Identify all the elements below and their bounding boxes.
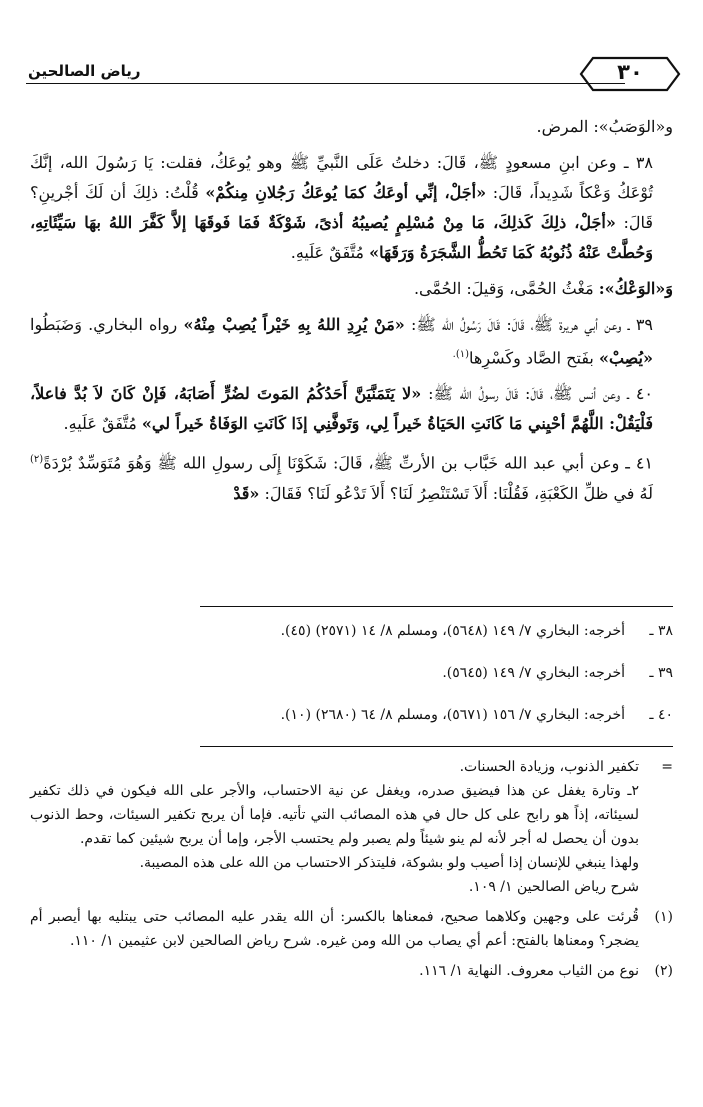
hadith-39: [30, 310, 673, 373]
hadith-39-quote: «مَنْ يُرِدِ اللهُ بِهِ خَيْراً يُصِبْ مِنْهُ»: [183, 315, 405, 334]
takhrij-text: أخرجه: البخاري ٧/ ١٥٦ (٥٦٧١)، ومسلم ٨/ ٦٤ (٢٦٨٠) (١٠).: [280, 707, 625, 723]
note-source: شرح رياض الصالحين ١/ ١٠٩.: [468, 879, 639, 895]
takhrij-item: [30, 658, 673, 688]
hadith-38-ending: مُتَّفَقٌ عَلَيهِ.: [290, 243, 364, 262]
hadith-38-mid: قُلْتُ: ذلِكَ أن لَكَ أجْرينِ؟ قَالَ:: [30, 183, 653, 232]
footnote-2-text: نوع من الثياب معروف. النهاية ١/ ١١٦.: [419, 963, 639, 979]
hadith-41-mid: لَهُ في ظلِّ الكَعْبَةِ، فَقُلْنَا: أَلاَ تَسْتَنْصِرُ لَنَا؟ أَلاَ تَدْعُو لَنَا؟ فَقَالَ:: [264, 483, 653, 503]
hadith-38-number: ٣٨ ـ: [623, 153, 653, 172]
footnote-1-text: قُرئت على وجهين وكلاهما صحيح، فمعناها بالكسر: أن الله يقدر عليه المصائب حتى يبتليه بها أيصبر أم يضجر؟ ومعناها بالفتح: أعم أي يصاب من الله ومن غيره. شرح رياض الصالحين لابن عثيمين ١/ ١١٠.: [30, 909, 639, 949]
hadith-38-quote-1: «أجَلْ، إنِّي أوعَكُ كمَا يُوعَكُ رَجُلانِ مِنكُمْ»: [205, 183, 487, 202]
header-rule: [26, 83, 625, 84]
footnote-divider-1: [200, 606, 673, 607]
hadith-38: [30, 148, 673, 268]
wak-meaning: مَغْثُ الحُمَّى، وَقيلَ: الحُمَّى.: [413, 279, 594, 298]
main-text: [30, 112, 673, 515]
continuation-mark: =: [661, 759, 673, 775]
hadith-39-intro: وعن أبي هريرة ﷺ، قَالَ: قَالَ رَسُولُ الله ﷺ:: [410, 315, 622, 334]
hadith-38-intro: وعن ابنِ مسعودٍ ﷺ، قَالَ: دخلتُ عَلَى النَّبيِّ ﷺ وهو يُوعَكُ، فقلت: يَا رَسُولَ الله، إنَّكَ تُوْعَكُ وَعْكاً شَدِيداً، قَالَ:: [30, 153, 654, 202]
continued-note: [30, 755, 673, 899]
page-number-badge: [575, 55, 685, 93]
wak-term: وَ«الوَعْكُ»:: [598, 279, 673, 298]
takhrij-number: ٣٩ ـ: [649, 665, 673, 681]
takhrij-number: ٣٨ ـ: [649, 623, 673, 639]
hadith-39-ending: بفَتح الصَّاد وكَسْرِها: [469, 348, 594, 368]
takhrij-text: أخرجه: البخاري ٧/ ١٤٩ (٥٦٤٨)، ومسلم ٨/ ١٤ (٢٥٧١) (٤٥).: [280, 623, 625, 639]
footnote-1-mark: (١): [654, 909, 673, 925]
hadith-41-intro: وعن أبي عبد الله خَبَّاب بن الأرتِّ ﷺ، قَالَ: شَكَوْنَا إِلَى رسولِ الله ﷺ وَهُوَ مُتَوَسِّدٌ بُرْدَةً: [43, 453, 620, 473]
wasab-definition: و«الوَصَبُ»: المرض.: [536, 117, 673, 136]
takhrij-item: [30, 616, 673, 646]
footnote-2-mark: (٢): [654, 963, 673, 979]
hadith-40-number: ٤٠ ـ: [627, 384, 654, 404]
wak-definition: [30, 274, 673, 304]
hadith-40: [30, 379, 673, 439]
continued-note-line: تكفير الذنوب، وزيادة الحسنات.: [459, 759, 639, 775]
page-number: ٣٠: [617, 60, 643, 84]
note-paragraph-3: ولهذا ينبغي للإنسان إذا أصيب ولو بشوكة، فليتذكر الاحتساب من الله على هذه المصيبة.: [139, 855, 639, 871]
takhrij-list: [30, 616, 673, 742]
hadith-41-quote-start: «قَدْ: [233, 483, 260, 503]
hadith-40-quote: «لا يَتَمَنَّيَنَّ أَحَدُكُمُ المَوتَ لضُرٍّ أَصَابَهُ، فَإنْ كَانَ لاَ بُدَّ فاعلاً، فَلْيَقُلْ: اللَّهُمَّ أحْيِني مَا كَانَتِ الحَيَاةُ خَيراً لِي، وَتَوفَّنِي إذَا كَانَتِ الوَفَاةُ خَيراً لي»: [30, 384, 653, 434]
footnotes: [30, 755, 673, 983]
hadith-39-term: «يُصِبْ»: [598, 348, 653, 368]
hadith-39-number: ٣٩ ـ: [627, 315, 653, 334]
takhrij-item: [30, 700, 673, 730]
hadith-40-ending: مُتَّفَقٌ عَلَيهِ.: [63, 414, 137, 434]
takhrij-number: ٤٠ ـ: [649, 707, 673, 723]
note-paragraph-2: ٢ـ وتارة يغفل عن هذا فيضيق صدره، ويغفل عن نية الاحتساب، والأجر على الله فيكون في ذلك تكفير لسيئاته، إذاً هو رابح على كل حال في هذه المصائب التي تأتيه. فإما أن يربح تكفير السيئات، وحط الذنوب بدون أن يحصل له أجر لأنه لم ينو شيئاً ولم يصبر ولم يحتسب الأجر، وإما أن يربح شيئين كما تقدم.: [30, 783, 639, 847]
takhrij-text: أخرجه: البخاري ٧/ ١٤٩ (٥٦٤٥).: [442, 665, 625, 681]
footnote-ref-1[interactable]: (١).: [452, 349, 470, 360]
hadith-41-number: ٤١ ـ: [625, 453, 654, 473]
footnote-divider-2: [200, 746, 673, 747]
hadith-41: [30, 445, 673, 508]
footnote-2: [30, 959, 673, 983]
hadith-38-quote-2: «أجَلْ، ذلِكَ كَذلِكَ، مَا مِنْ مُسْلِمٍ يُصيبُهُ أذىً، شَوْكَةٌ فَمَا فَوقَهَا إلاَّ كَفَّرَ اللهُ بهَا سَيِّئَاتِهِ، وَحُطَّتْ عَنْهُ ذُنُوبُهُ كَمَا تَحُطُّ الشَّجَرَةُ وَرَقَهَا»: [30, 213, 653, 262]
hadith-40-intro: وعن أنس ﷺ، قَالَ: قَالَ رسولُ الله ﷺ:: [428, 384, 621, 404]
book-title: رياض الصالحين: [28, 62, 141, 80]
footnote-1: [30, 905, 673, 953]
footnote-ref-2[interactable]: (٢): [30, 454, 44, 466]
hadith-39-mid: رواه البخاري. وَضَبَطُوا: [30, 315, 178, 334]
